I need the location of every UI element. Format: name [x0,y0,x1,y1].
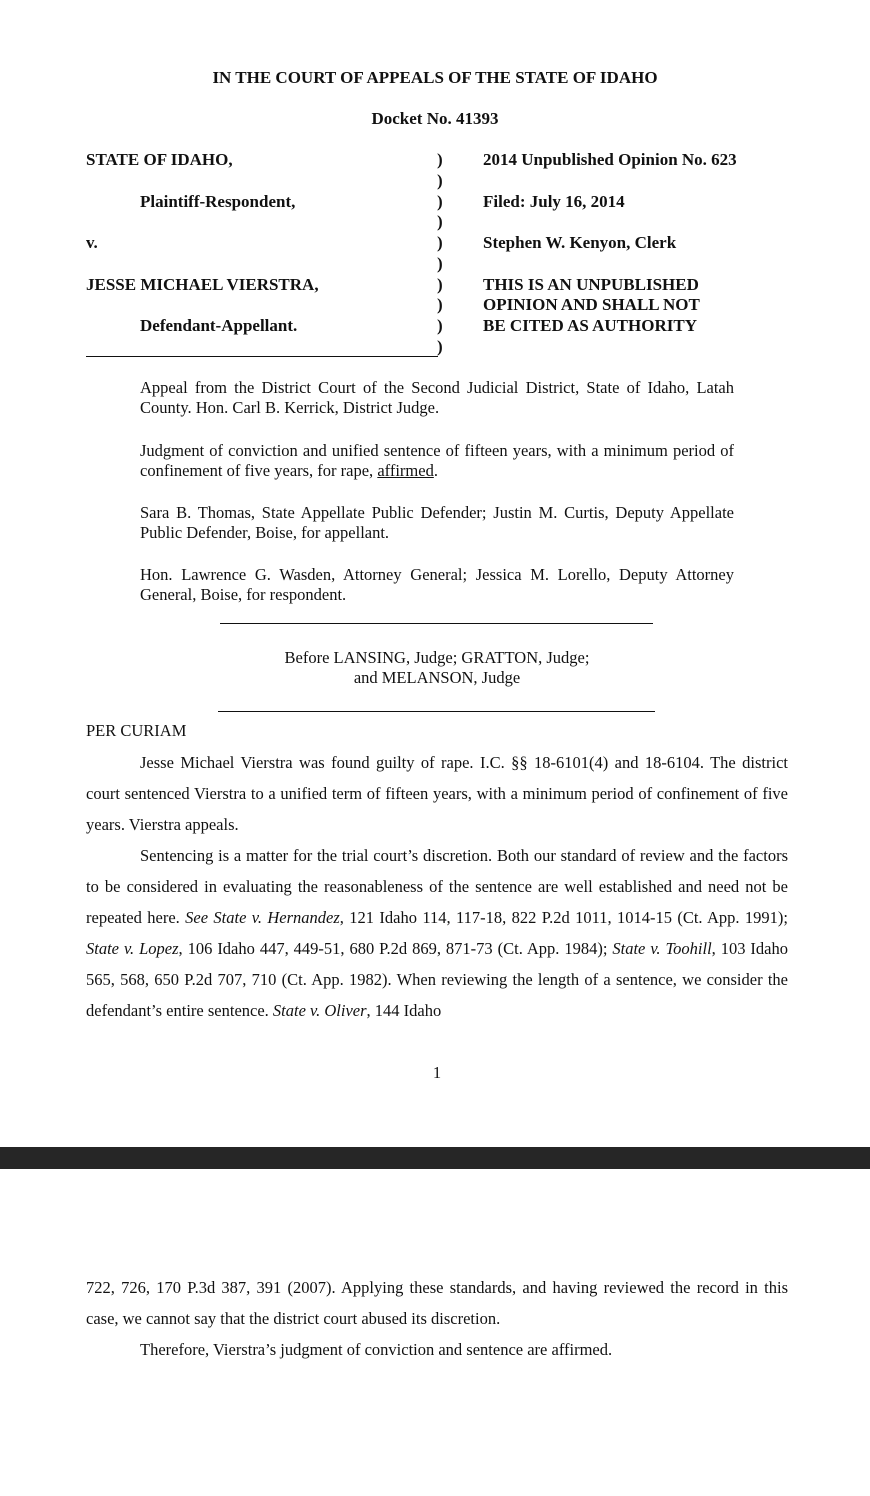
caption-paren: ) [437,337,443,356]
opinion-body [86,747,788,1026]
caption-paren: ) [437,275,443,294]
unpublished-notice-line2: OPINION AND SHALL NOT [483,295,700,314]
clerk-name: Stephen W. Kenyon, Clerk [483,233,677,252]
caption-party-defendant: JESSE MICHAEL VIERSTRA, [86,275,319,294]
docket-number: Docket No. 41393 [371,109,499,128]
divider-rule [220,623,653,624]
caption-paren: ) [437,233,443,252]
paragraph-2-text: , 144 Idaho [366,1001,442,1020]
caption-underline [86,356,438,357]
caption-paren: ) [437,192,443,211]
caption-versus: v. [86,233,98,252]
opinion-paragraph-2 [86,840,788,1026]
per-curiam-heading: PER CURIAM [86,721,187,740]
opinion-paragraph-3: Therefore, Vierstra’s judgment of conviction and sentence are affirmed. [140,1340,613,1359]
judgment-disposition: affirmed [377,461,434,480]
citation-hernandez: See State v. Hernandez [185,908,340,927]
caption-paren: ) [437,171,443,190]
caption-paren: ) [437,254,443,273]
paragraph-2-text: , 121 Idaho 114, 117-18, 822 P.2d 1011, 1014-15 (Ct. App. 1991); [339,908,788,927]
caption-paren: ) [437,150,443,169]
unpublished-notice-line1: THIS IS AN UNPUBLISHED [483,275,699,294]
unpublished-notice-line3: BE CITED AS AUTHORITY [483,316,697,335]
appeal-from-paragraph: Appeal from the District Court of the Second Judicial District, State of Idaho, Latah County. Hon. Carl B. Kerrick, District Judge. [140,378,734,417]
judgment-period: . [433,461,438,480]
caption-paren: ) [437,295,443,314]
opinion-paragraph-1: Jesse Michael Vierstra was found guilty of rape. I.C. §§ 18-6101(4) and 18-6104. The district court sentenced Vierstra to a unified term of fifteen years, with a minimum period of confinement of five years. Vierstra appeals. [86,753,788,834]
appellant-counsel-paragraph: Sara B. Thomas, State Appellate Public Defender; Justin M. Curtis, Deputy Appellate Public Defender, Boise, for appellant. [140,503,734,542]
paragraph-2-text: , 106 Idaho 447, 449-51, 680 P.2d 869, 871-73 (Ct. App. 1984); [178,939,613,958]
caption-role-appellant: Defendant-Appellant. [140,316,298,335]
caption-party-state: STATE OF IDAHO, [86,150,233,169]
panel-line2: and MELANSON, Judge [353,668,521,687]
respondent-counsel-paragraph: Hon. Lawrence G. Wasden, Attorney General; Jessica M. Lorello, Deputy Attorney General, Boise, for respondent. [140,565,734,604]
paragraph-2-text: Sentencing is a matter for the trial court’s discretion. Both our standard of review and the factors to be considered in evaluating the reasonableness of the sentence are well established and need not be repeated here. [86,846,788,927]
paragraph-2-text: , 103 Idaho 565, 568, 650 P.2d 707, 710 (Ct. App. 1982). When reviewing the length of a sentence, we consider the defendant’s entire sentence. [86,939,788,1020]
judgment-text: Judgment of conviction and unified sentence of fifteen years, with a minimum period of confinement of five years, for rape, [140,441,734,480]
filed-date: Filed: July 16, 2014 [483,192,625,211]
page-separator [0,1147,870,1169]
citation-lopez: State v. Lopez [86,939,179,958]
page-number: 1 [432,1063,442,1082]
divider-rule [218,711,655,712]
citation-oliver: State v. Oliver [272,1001,367,1020]
caption-paren: ) [437,316,443,335]
court-name: IN THE COURT OF APPEALS OF THE STATE OF IDAHO [212,68,658,87]
opinion-number: 2014 Unpublished Opinion No. 623 [483,150,737,169]
opinion-body-continued [86,1272,788,1365]
judgment-paragraph [140,441,734,481]
panel-line1: Before LANSING, Judge; GRATTON, Judge; [284,648,590,667]
opinion-paragraph-2-continued: 722, 726, 170 P.3d 387, 391 (2007). Applying these standards, and having reviewed the record in this case, we cannot say that the district court abused its discretion. [86,1278,788,1328]
page-2 [0,1169,870,1496]
caption-paren: ) [437,212,443,231]
caption-role-respondent: Plaintiff-Respondent, [140,192,296,211]
citation-toohill: State v. Toohill [612,939,712,958]
